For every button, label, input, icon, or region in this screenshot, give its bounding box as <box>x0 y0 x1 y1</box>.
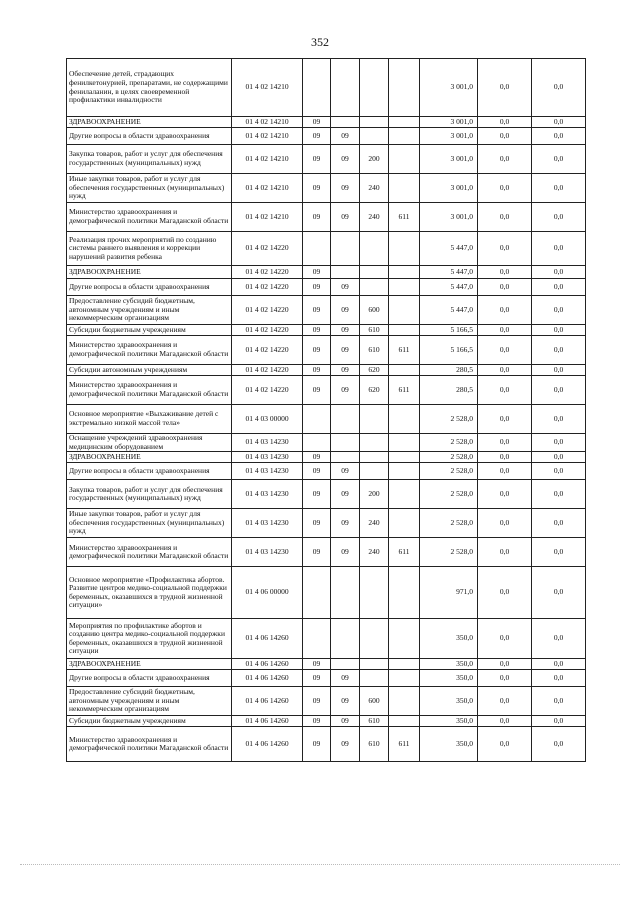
cell-code: 01 4 06 14260 <box>232 687 303 716</box>
cell-amount-2: 0,0 <box>478 174 532 203</box>
cell-expense-type: 240 <box>360 538 389 567</box>
cell-section <box>303 405 331 434</box>
cell-expense-type <box>360 279 389 296</box>
cell-subsection <box>331 619 360 659</box>
cell-subsection: 09 <box>331 174 360 203</box>
cell-amount-1: 2 528,0 <box>420 463 478 480</box>
cell-administrator <box>389 716 420 727</box>
cell-administrator <box>389 279 420 296</box>
cell-amount-1: 350,0 <box>420 727 478 762</box>
cell-amount-3: 0,0 <box>532 266 586 279</box>
cell-amount-3: 0,0 <box>532 59 586 117</box>
cell-section <box>303 232 331 266</box>
table-row <box>67 336 586 365</box>
cell-code: 01 4 02 14210 <box>232 59 303 117</box>
cell-section: 09 <box>303 279 331 296</box>
cell-code: 01 4 03 14230 <box>232 480 303 509</box>
cell-subsection: 09 <box>331 727 360 762</box>
cell-name: Субсидии бюджетным учреждениям <box>67 716 232 727</box>
cell-code: 01 4 03 14230 <box>232 463 303 480</box>
cell-subsection: 09 <box>331 670 360 687</box>
cell-amount-3: 0,0 <box>532 296 586 325</box>
cell-subsection <box>331 59 360 117</box>
cell-amount-3: 0,0 <box>532 452 586 463</box>
cell-amount-1: 3 001,0 <box>420 117 478 128</box>
table-row <box>67 203 586 232</box>
table-row <box>67 509 586 538</box>
cell-administrator: 611 <box>389 336 420 365</box>
cell-administrator <box>389 365 420 376</box>
cell-expense-type: 620 <box>360 376 389 405</box>
cell-section: 09 <box>303 480 331 509</box>
cell-section: 09 <box>303 659 331 670</box>
cell-name: Мероприятия по профилактике абортов и созданию центра медико-социальной поддержки беременных, оказавшихся в трудной жизненной ситуации <box>67 619 232 659</box>
table-row <box>67 716 586 727</box>
cell-amount-3: 0,0 <box>532 325 586 336</box>
cell-expense-type: 200 <box>360 145 389 174</box>
cell-section: 09 <box>303 266 331 279</box>
table-row <box>67 376 586 405</box>
cell-code: 01 4 02 14220 <box>232 365 303 376</box>
cell-amount-3: 0,0 <box>532 509 586 538</box>
cell-code: 01 4 02 14220 <box>232 336 303 365</box>
cell-subsection <box>331 405 360 434</box>
cell-expense-type: 200 <box>360 480 389 509</box>
cell-amount-1: 5 447,0 <box>420 296 478 325</box>
cell-section: 09 <box>303 727 331 762</box>
cell-amount-3: 0,0 <box>532 336 586 365</box>
cell-expense-type: 610 <box>360 325 389 336</box>
cell-subsection: 09 <box>331 336 360 365</box>
cell-administrator <box>389 619 420 659</box>
cell-amount-1: 350,0 <box>420 687 478 716</box>
cell-administrator: 611 <box>389 203 420 232</box>
cell-code: 01 4 03 14230 <box>232 434 303 452</box>
cell-amount-3: 0,0 <box>532 365 586 376</box>
cell-section: 09 <box>303 452 331 463</box>
cell-name: Основное мероприятие «Профилактика абортов. Развитие центров медико-социальной поддержки беременных, оказавшихся в трудной жизненной ситуации» <box>67 567 232 619</box>
cell-expense-type <box>360 405 389 434</box>
cell-administrator <box>389 117 420 128</box>
table-row <box>67 480 586 509</box>
table-row <box>67 232 586 266</box>
cell-amount-2: 0,0 <box>478 279 532 296</box>
cell-expense-type <box>360 128 389 145</box>
cell-section: 09 <box>303 145 331 174</box>
cell-administrator <box>389 296 420 325</box>
cell-section: 09 <box>303 336 331 365</box>
page-number: 352 <box>311 35 329 49</box>
table-row <box>67 659 586 670</box>
cell-code: 01 4 06 14260 <box>232 727 303 762</box>
cell-code: 01 4 02 14220 <box>232 296 303 325</box>
table-row <box>67 727 586 762</box>
cell-amount-1: 3 001,0 <box>420 59 478 117</box>
cell-code: 01 4 06 14260 <box>232 659 303 670</box>
cell-code: 01 4 02 14220 <box>232 232 303 266</box>
cell-amount-3: 0,0 <box>532 567 586 619</box>
cell-name: Министерство здравоохранения и демографической политики Магаданской области <box>67 538 232 567</box>
cell-name: ЗДРАВООХРАНЕНИЕ <box>67 659 232 670</box>
cell-name: Иные закупки товаров, работ и услуг для обеспечения государственных (муниципальных) нужд <box>67 174 232 203</box>
cell-code: 01 4 02 14210 <box>232 145 303 174</box>
cell-code: 01 4 02 14220 <box>232 279 303 296</box>
cell-subsection: 09 <box>331 538 360 567</box>
cell-amount-3: 0,0 <box>532 232 586 266</box>
cell-section: 09 <box>303 296 331 325</box>
cell-section: 09 <box>303 687 331 716</box>
cell-administrator: 611 <box>389 727 420 762</box>
cell-amount-1: 350,0 <box>420 619 478 659</box>
cell-amount-1: 350,0 <box>420 716 478 727</box>
cell-amount-2: 0,0 <box>478 619 532 659</box>
cell-administrator <box>389 687 420 716</box>
cell-subsection <box>331 117 360 128</box>
cell-name: Иные закупки товаров, работ и услуг для обеспечения государственных (муниципальных) нужд <box>67 509 232 538</box>
cell-amount-2: 0,0 <box>478 59 532 117</box>
cell-administrator <box>389 434 420 452</box>
cell-expense-type <box>360 463 389 480</box>
cell-amount-3: 0,0 <box>532 405 586 434</box>
cell-amount-2: 0,0 <box>478 296 532 325</box>
cell-amount-2: 0,0 <box>478 480 532 509</box>
budget-table <box>66 58 586 762</box>
cell-amount-2: 0,0 <box>478 325 532 336</box>
cell-amount-1: 2 528,0 <box>420 509 478 538</box>
cell-amount-1: 350,0 <box>420 670 478 687</box>
cell-code: 01 4 03 14230 <box>232 538 303 567</box>
cell-amount-2: 0,0 <box>478 659 532 670</box>
cell-amount-1: 3 001,0 <box>420 145 478 174</box>
cell-amount-3: 0,0 <box>532 203 586 232</box>
cell-amount-1: 5 447,0 <box>420 279 478 296</box>
cell-amount-3: 0,0 <box>532 174 586 203</box>
cell-name: Министерство здравоохранения и демографической политики Магаданской области <box>67 727 232 762</box>
cell-code: 01 4 03 14230 <box>232 509 303 538</box>
cell-amount-2: 0,0 <box>478 670 532 687</box>
cell-code: 01 4 02 14210 <box>232 174 303 203</box>
cell-subsection: 09 <box>331 128 360 145</box>
cell-name: ЗДРАВООХРАНЕНИЕ <box>67 452 232 463</box>
cell-amount-1: 280,5 <box>420 365 478 376</box>
cell-amount-1: 5 166,5 <box>420 325 478 336</box>
table-row <box>67 145 586 174</box>
table-row <box>67 405 586 434</box>
cell-expense-type: 610 <box>360 727 389 762</box>
table-row <box>67 365 586 376</box>
cell-administrator <box>389 480 420 509</box>
cell-amount-3: 0,0 <box>532 463 586 480</box>
cell-subsection <box>331 232 360 266</box>
cell-amount-3: 0,0 <box>532 687 586 716</box>
cell-name: Другие вопросы в области здравоохранения <box>67 279 232 296</box>
cell-amount-3: 0,0 <box>532 727 586 762</box>
cell-expense-type <box>360 117 389 128</box>
cell-expense-type <box>360 59 389 117</box>
cell-amount-1: 3 001,0 <box>420 203 478 232</box>
cell-expense-type: 620 <box>360 365 389 376</box>
cell-amount-3: 0,0 <box>532 145 586 174</box>
cell-administrator <box>389 405 420 434</box>
cell-amount-1: 5 447,0 <box>420 266 478 279</box>
cell-name: Оснащение учреждений здравоохранения медицинским оборудованием <box>67 434 232 452</box>
cell-amount-2: 0,0 <box>478 405 532 434</box>
cell-amount-1: 5 447,0 <box>420 232 478 266</box>
cell-amount-1: 3 001,0 <box>420 128 478 145</box>
cell-section <box>303 619 331 659</box>
cell-amount-3: 0,0 <box>532 670 586 687</box>
cell-code: 01 4 02 14210 <box>232 128 303 145</box>
cell-section: 09 <box>303 203 331 232</box>
cell-amount-1: 2 528,0 <box>420 434 478 452</box>
cell-name: Другие вопросы в области здравоохранения <box>67 670 232 687</box>
table-row <box>67 670 586 687</box>
cell-name: Министерство здравоохранения и демографической политики Магаданской области <box>67 336 232 365</box>
cell-subsection <box>331 452 360 463</box>
cell-administrator: 611 <box>389 538 420 567</box>
cell-section: 09 <box>303 716 331 727</box>
cell-administrator <box>389 670 420 687</box>
cell-code: 01 4 03 00000 <box>232 405 303 434</box>
cell-amount-1: 280,5 <box>420 376 478 405</box>
cell-section: 09 <box>303 376 331 405</box>
cell-amount-2: 0,0 <box>478 567 532 619</box>
cell-subsection: 09 <box>331 480 360 509</box>
cell-amount-1: 2 528,0 <box>420 452 478 463</box>
cell-amount-2: 0,0 <box>478 538 532 567</box>
cell-subsection: 09 <box>331 716 360 727</box>
cell-amount-2: 0,0 <box>478 727 532 762</box>
cell-expense-type <box>360 232 389 266</box>
table-row <box>67 452 586 463</box>
cell-section: 09 <box>303 670 331 687</box>
cell-expense-type: 600 <box>360 687 389 716</box>
cell-subsection: 09 <box>331 203 360 232</box>
cell-amount-3: 0,0 <box>532 117 586 128</box>
table-row <box>67 59 586 117</box>
cell-amount-2: 0,0 <box>478 365 532 376</box>
cell-code: 01 4 06 00000 <box>232 567 303 619</box>
cell-administrator <box>389 509 420 538</box>
cell-amount-2: 0,0 <box>478 336 532 365</box>
cell-amount-1: 350,0 <box>420 659 478 670</box>
cell-expense-type: 610 <box>360 716 389 727</box>
cell-subsection <box>331 567 360 619</box>
table-row <box>67 296 586 325</box>
cell-subsection: 09 <box>331 325 360 336</box>
cell-amount-3: 0,0 <box>532 716 586 727</box>
cell-amount-2: 0,0 <box>478 434 532 452</box>
cell-administrator <box>389 266 420 279</box>
cell-subsection: 09 <box>331 376 360 405</box>
cell-name: Предоставление субсидий бюджетным, автономным учреждениям и иным некоммерческим организациям <box>67 687 232 716</box>
table-row <box>67 117 586 128</box>
cell-amount-1: 3 001,0 <box>420 174 478 203</box>
table-row <box>67 174 586 203</box>
cell-subsection <box>331 434 360 452</box>
cell-expense-type: 600 <box>360 296 389 325</box>
cell-name: Министерство здравоохранения и демографической политики Магаданской области <box>67 376 232 405</box>
cell-code: 01 4 03 14230 <box>232 452 303 463</box>
cell-section: 09 <box>303 538 331 567</box>
cell-name: Реализация прочих мероприятий по созданию системы раннего выявления и коррекции нарушений развития ребенка <box>67 232 232 266</box>
cell-expense-type: 240 <box>360 203 389 232</box>
cell-name: Предоставление субсидий бюджетным, автономным учреждениям и иным некоммерческим организациям <box>67 296 232 325</box>
cell-name: Другие вопросы в области здравоохранения <box>67 128 232 145</box>
cell-amount-2: 0,0 <box>478 463 532 480</box>
cell-subsection: 09 <box>331 365 360 376</box>
cell-section: 09 <box>303 128 331 145</box>
cell-administrator <box>389 145 420 174</box>
cell-amount-1: 2 528,0 <box>420 405 478 434</box>
cell-amount-1: 971,0 <box>420 567 478 619</box>
cell-expense-type: 610 <box>360 336 389 365</box>
cell-code: 01 4 02 14210 <box>232 117 303 128</box>
cell-subsection: 09 <box>331 296 360 325</box>
cell-amount-2: 0,0 <box>478 509 532 538</box>
cell-section: 09 <box>303 174 331 203</box>
cell-amount-2: 0,0 <box>478 452 532 463</box>
cell-section <box>303 567 331 619</box>
cell-expense-type <box>360 452 389 463</box>
cell-code: 01 4 06 14260 <box>232 619 303 659</box>
cell-subsection: 09 <box>331 509 360 538</box>
cell-expense-type <box>360 670 389 687</box>
cell-expense-type <box>360 659 389 670</box>
cell-amount-3: 0,0 <box>532 128 586 145</box>
cell-administrator <box>389 174 420 203</box>
cell-section: 09 <box>303 365 331 376</box>
cell-section: 09 <box>303 117 331 128</box>
cell-amount-1: 2 528,0 <box>420 480 478 509</box>
cell-amount-3: 0,0 <box>532 659 586 670</box>
cell-section: 09 <box>303 325 331 336</box>
cell-administrator <box>389 59 420 117</box>
cell-expense-type: 240 <box>360 174 389 203</box>
cell-name: Закупка товаров, работ и услуг для обеспечения государственных (муниципальных) нужд <box>67 480 232 509</box>
cell-expense-type <box>360 567 389 619</box>
table-row <box>67 266 586 279</box>
cell-code: 01 4 02 14220 <box>232 325 303 336</box>
cell-subsection <box>331 659 360 670</box>
cell-amount-3: 0,0 <box>532 434 586 452</box>
table-row <box>67 279 586 296</box>
cell-subsection: 09 <box>331 279 360 296</box>
cell-code: 01 4 06 14260 <box>232 670 303 687</box>
page-bottom-divider <box>20 864 620 865</box>
cell-name: ЗДРАВООХРАНЕНИЕ <box>67 266 232 279</box>
cell-name: Основное мероприятие «Выхаживание детей с экстремально низкой массой тела» <box>67 405 232 434</box>
cell-administrator <box>389 232 420 266</box>
cell-amount-3: 0,0 <box>532 619 586 659</box>
table-row <box>67 619 586 659</box>
cell-code: 01 4 02 14220 <box>232 266 303 279</box>
cell-code: 01 4 02 14210 <box>232 203 303 232</box>
cell-name: Другие вопросы в области здравоохранения <box>67 463 232 480</box>
cell-subsection <box>331 266 360 279</box>
table-row <box>67 128 586 145</box>
cell-administrator <box>389 452 420 463</box>
cell-amount-1: 5 166,5 <box>420 336 478 365</box>
cell-administrator <box>389 325 420 336</box>
cell-administrator: 611 <box>389 376 420 405</box>
cell-amount-1: 2 528,0 <box>420 538 478 567</box>
cell-amount-2: 0,0 <box>478 117 532 128</box>
cell-section <box>303 434 331 452</box>
cell-administrator <box>389 463 420 480</box>
cell-subsection: 09 <box>331 463 360 480</box>
cell-amount-3: 0,0 <box>532 538 586 567</box>
cell-name: Закупка товаров, работ и услуг для обеспечения государственных (муниципальных) нужд <box>67 145 232 174</box>
cell-name: Субсидии автономным учреждениям <box>67 365 232 376</box>
cell-name: Обеспечение детей, страдающих фенилкетонурией, препаратами, не содержащими фенилаланин, в целях своевременной профилактики инвалидности <box>67 59 232 117</box>
cell-amount-2: 0,0 <box>478 128 532 145</box>
cell-code: 01 4 06 14260 <box>232 716 303 727</box>
cell-amount-2: 0,0 <box>478 203 532 232</box>
table-body <box>67 59 586 762</box>
table-row <box>67 463 586 480</box>
table-row <box>67 567 586 619</box>
cell-name: Министерство здравоохранения и демографической политики Магаданской области <box>67 203 232 232</box>
cell-code: 01 4 02 14220 <box>232 376 303 405</box>
cell-subsection: 09 <box>331 687 360 716</box>
cell-amount-2: 0,0 <box>478 266 532 279</box>
table-row <box>67 687 586 716</box>
cell-amount-2: 0,0 <box>478 145 532 174</box>
cell-expense-type: 240 <box>360 509 389 538</box>
cell-section <box>303 59 331 117</box>
cell-amount-2: 0,0 <box>478 716 532 727</box>
table-row <box>67 434 586 452</box>
cell-expense-type <box>360 434 389 452</box>
table-row <box>67 325 586 336</box>
cell-amount-3: 0,0 <box>532 376 586 405</box>
cell-expense-type <box>360 619 389 659</box>
cell-amount-3: 0,0 <box>532 480 586 509</box>
cell-name: Субсидии бюджетным учреждениям <box>67 325 232 336</box>
cell-subsection: 09 <box>331 145 360 174</box>
cell-expense-type <box>360 266 389 279</box>
cell-section: 09 <box>303 463 331 480</box>
table-row <box>67 538 586 567</box>
cell-administrator <box>389 567 420 619</box>
cell-amount-2: 0,0 <box>478 687 532 716</box>
cell-amount-2: 0,0 <box>478 376 532 405</box>
cell-administrator <box>389 128 420 145</box>
cell-amount-3: 0,0 <box>532 279 586 296</box>
cell-name: ЗДРАВООХРАНЕНИЕ <box>67 117 232 128</box>
cell-section: 09 <box>303 509 331 538</box>
cell-amount-2: 0,0 <box>478 232 532 266</box>
cell-administrator <box>389 659 420 670</box>
